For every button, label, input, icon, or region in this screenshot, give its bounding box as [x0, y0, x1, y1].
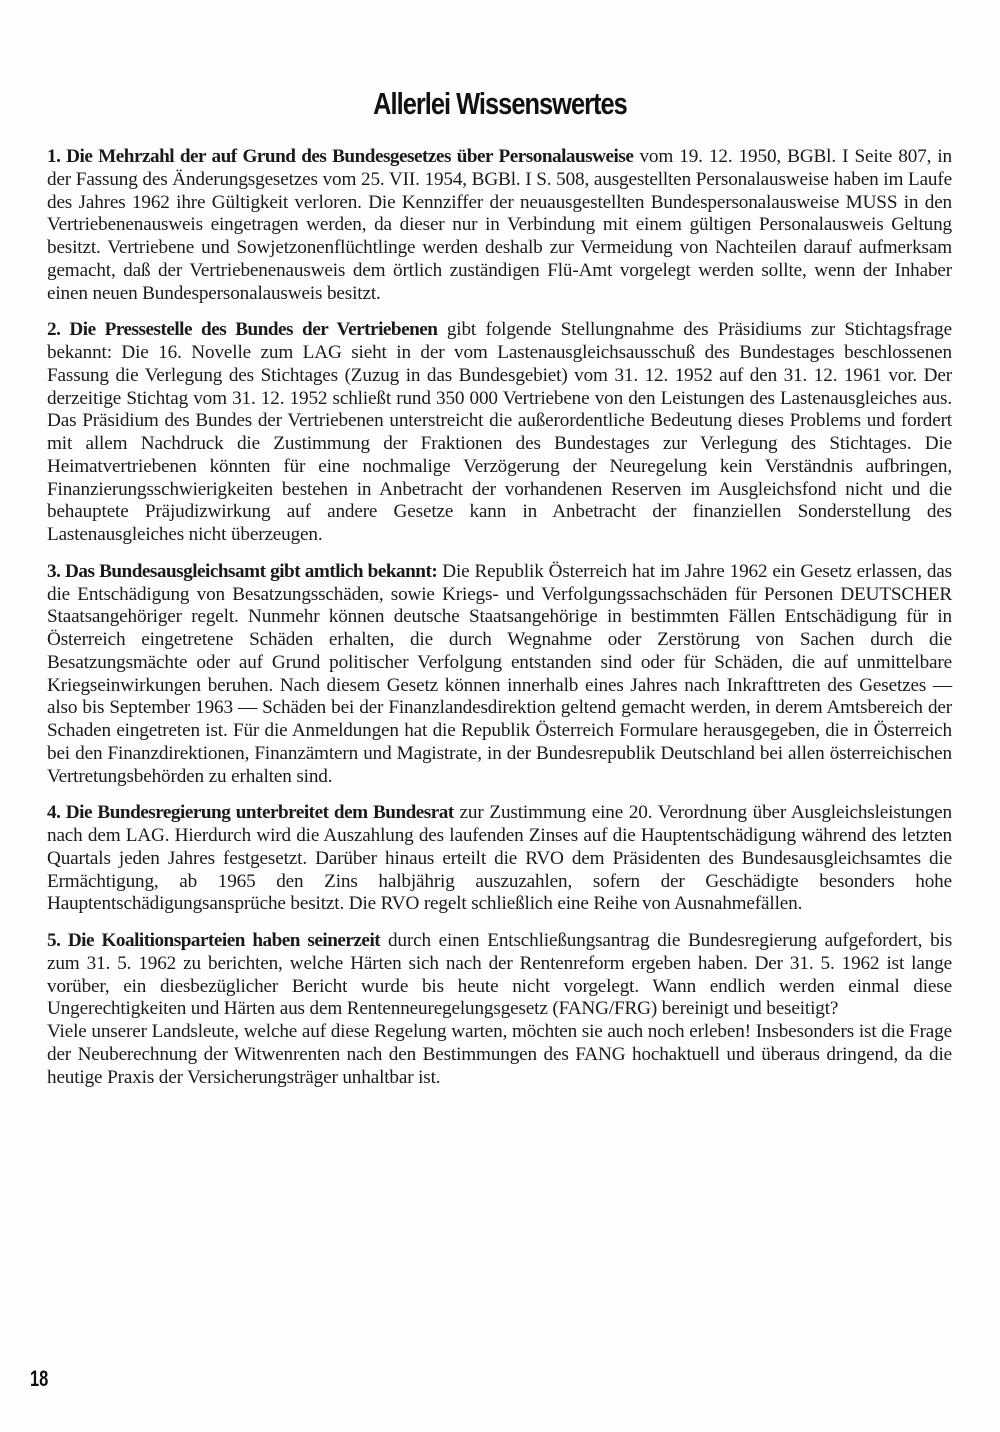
page-number: 18: [30, 1366, 49, 1391]
paragraph-3-lead: 3. Das Bundesausgleichsamt gibt amtlich bekannt:: [47, 560, 438, 582]
paragraph-4: [47, 802, 952, 916]
paragraph-1-lead: 1. Die Mehrzahl der auf Grund des Bundesgesetzes über Personalausweise: [47, 146, 634, 167]
paragraph-6: [47, 1021, 952, 1089]
paragraph-2-text: gibt folgende Stellungnahme des Präsidiums zur Stichtagsfrage bekannt: Die 16. Novelle zum LAG sieht in der vom Lastenausgleichsausschuß des Bundestages beschlossenen Fassung die Verlegung des Stichtages (Zuzug in das Bundesgebiet) vom 31. 12. 1952 auf den 31. 12. 1961 vor. Der derzeitige Stichtag vom 31. 12. 1952 schließt rund 350 000 Vertriebene von den Leistungen des Lastenausgleiches aus. Das Präsidium des Bundes der Vertriebenen unterstreicht die außerordentliche Bedeutung dieses Problems und fordert mit allem Nachdruck die Zustimmung der Fraktionen des Bundestages zur Verlegung des Stichtages. Die Heimatvertriebenen könnten für eine nochmalige Verzögerung der Neuregelung kein Verständnis aufbringen, Finanzierungsschwierigkeiten bestehen in Anbetracht der vorhandenen Reserven im Ausgleichsfond nicht und die behauptete Präjudizwirkung auf andere Gesetze kann in Anbetracht der finanziellen Sonderstellung des Lastenausgleiches nicht überzeugen.: [47, 319, 952, 545]
paragraph-6-text: Viele unserer Landsleute, welche auf diese Regelung warten, möchten sie auch noch erleben! Insbesonders ist die Frage der Neuberechnung der Witwenrenten nach den Bestimmungen des FANG hochaktuell und überaus dringend, da die heutige Praxis der Versicherungsträger unhaltbar ist.: [47, 1021, 952, 1088]
paragraph-2: [47, 319, 952, 547]
paragraph-1: [47, 146, 952, 305]
paragraph-4-text: zur Zustimmung eine 20. Verordnung über Ausgleichsleistungen nach dem LAG. Hierdurch wird die Auszahlung des laufenden Zinses auf die Hauptentschädigung während des letzten Quartals jeden Jahres festgesetzt. Darüber hinaus erteilt die RVO dem Präsidenten des Bundesausgleichsamtes die Ermächtigung, ab 1965 den Zins halbjährig auszuzahlen, sofern der Geschädigte besonders hohe Hauptentschädigungsansprüche besitzt. Die RVO regelt schließlich eine Reihe von Ausnahmefällen.: [47, 802, 952, 915]
paragraph-3-text: Die Republik Österreich hat im Jahre 1962 ein Gesetz erlassen, das die Entschädigung von Besatzungsschäden, sowie Kriegs- und Verfolgungssachschäden für Personen DEUTSCHER Staatsangehöriger regelt. Nunmehr können deutsche Staatsangehörige in bestimmten Fällen Entschädigung für in Österreich eingetretene Schäden erhalten, die durch Wegnahme oder Zerstörung von Sachen durch die Besatzungsmächte oder auf Grund politischer Verfolgung entstanden sind oder für Schäden, die auf unmittelbare Kriegseinwirkungen beruhen. Nach diesem Gesetz können innerhalb eines Jahres nach Inkrafttreten des Gesetzes — also bis September 1963 — Schäden bei der Finanzlandesdirektion geltend gemacht werden, in derem Amtsbereich der Schaden eingetreten ist. Für die Anmeldungen hat die Republik Österreich Formulare herausgegeben, die in Österreich bei den Finanzdirektionen, Finanzämtern und Magistrate, in der Bundesrepublik Deutschland bei allen österreichischen Vertretungsbehörden zu erhalten sind.: [47, 560, 952, 787]
paragraph-4-lead: 4. Die Bundesregierung unterbreitet dem Bundesrat: [47, 802, 454, 824]
article-body: [47, 146, 952, 1089]
paragraph-5-text: durch einen Entschließungsantrag die Bundesregierung aufgefordert, bis zum 31. 5. 1962 zu berichten, welche Härten sich nach der Rentenreform ergeben haben. Der 31. 5. 1962 ist lange vorüber, ein diesbezüglicher Bericht wurde bis heute nicht vorgelegt. Wann endlich werden einmal diese Ungerechtigkeiten und Härten aus dem Rentenneuregelungsgesetz (FANG/FRG) bereinigt und beseitigt?: [47, 930, 953, 1020]
page-title: Allerlei Wissenswertes: [373, 86, 627, 121]
paragraph-1-text: vom 19. 12. 1950, BGBl. I Seite 807, in der Fassung des Änderungsgesetzes vom 25. VII. 1954, BGBl. I S. 508, ausgestellten Personalausweise haben im Laufe des Jahres 1962 ihre Gültigkeit verloren. Die Kennziffer der neuausgestellten Bundespersonalausweise MUSS in den Vertriebenenausweis eingetragen werden, da dieser nur in Verbindung mit einem gültigen Personalausweis Geltung besitzt. Vertriebene und Sowjetzonenflüchtlinge werden deshalb zur Vermeidung von Nachteilen darauf aufmerksam gemacht, daß der Vertriebenenausweis dem örtlich zuständigen Flü-Amt vorgelegt werden sollte, wenn der Inhaber einen neuen Bundespersonalausweis besitzt.: [47, 146, 952, 304]
paragraph-3: [47, 561, 952, 789]
paragraph-5: [47, 930, 952, 1021]
paragraph-2-lead: 2. Die Pressestelle des Bundes der Vertriebenen: [47, 319, 438, 341]
paragraph-5-lead: 5. Die Koalitionsparteien haben seinerzeit: [47, 930, 381, 951]
